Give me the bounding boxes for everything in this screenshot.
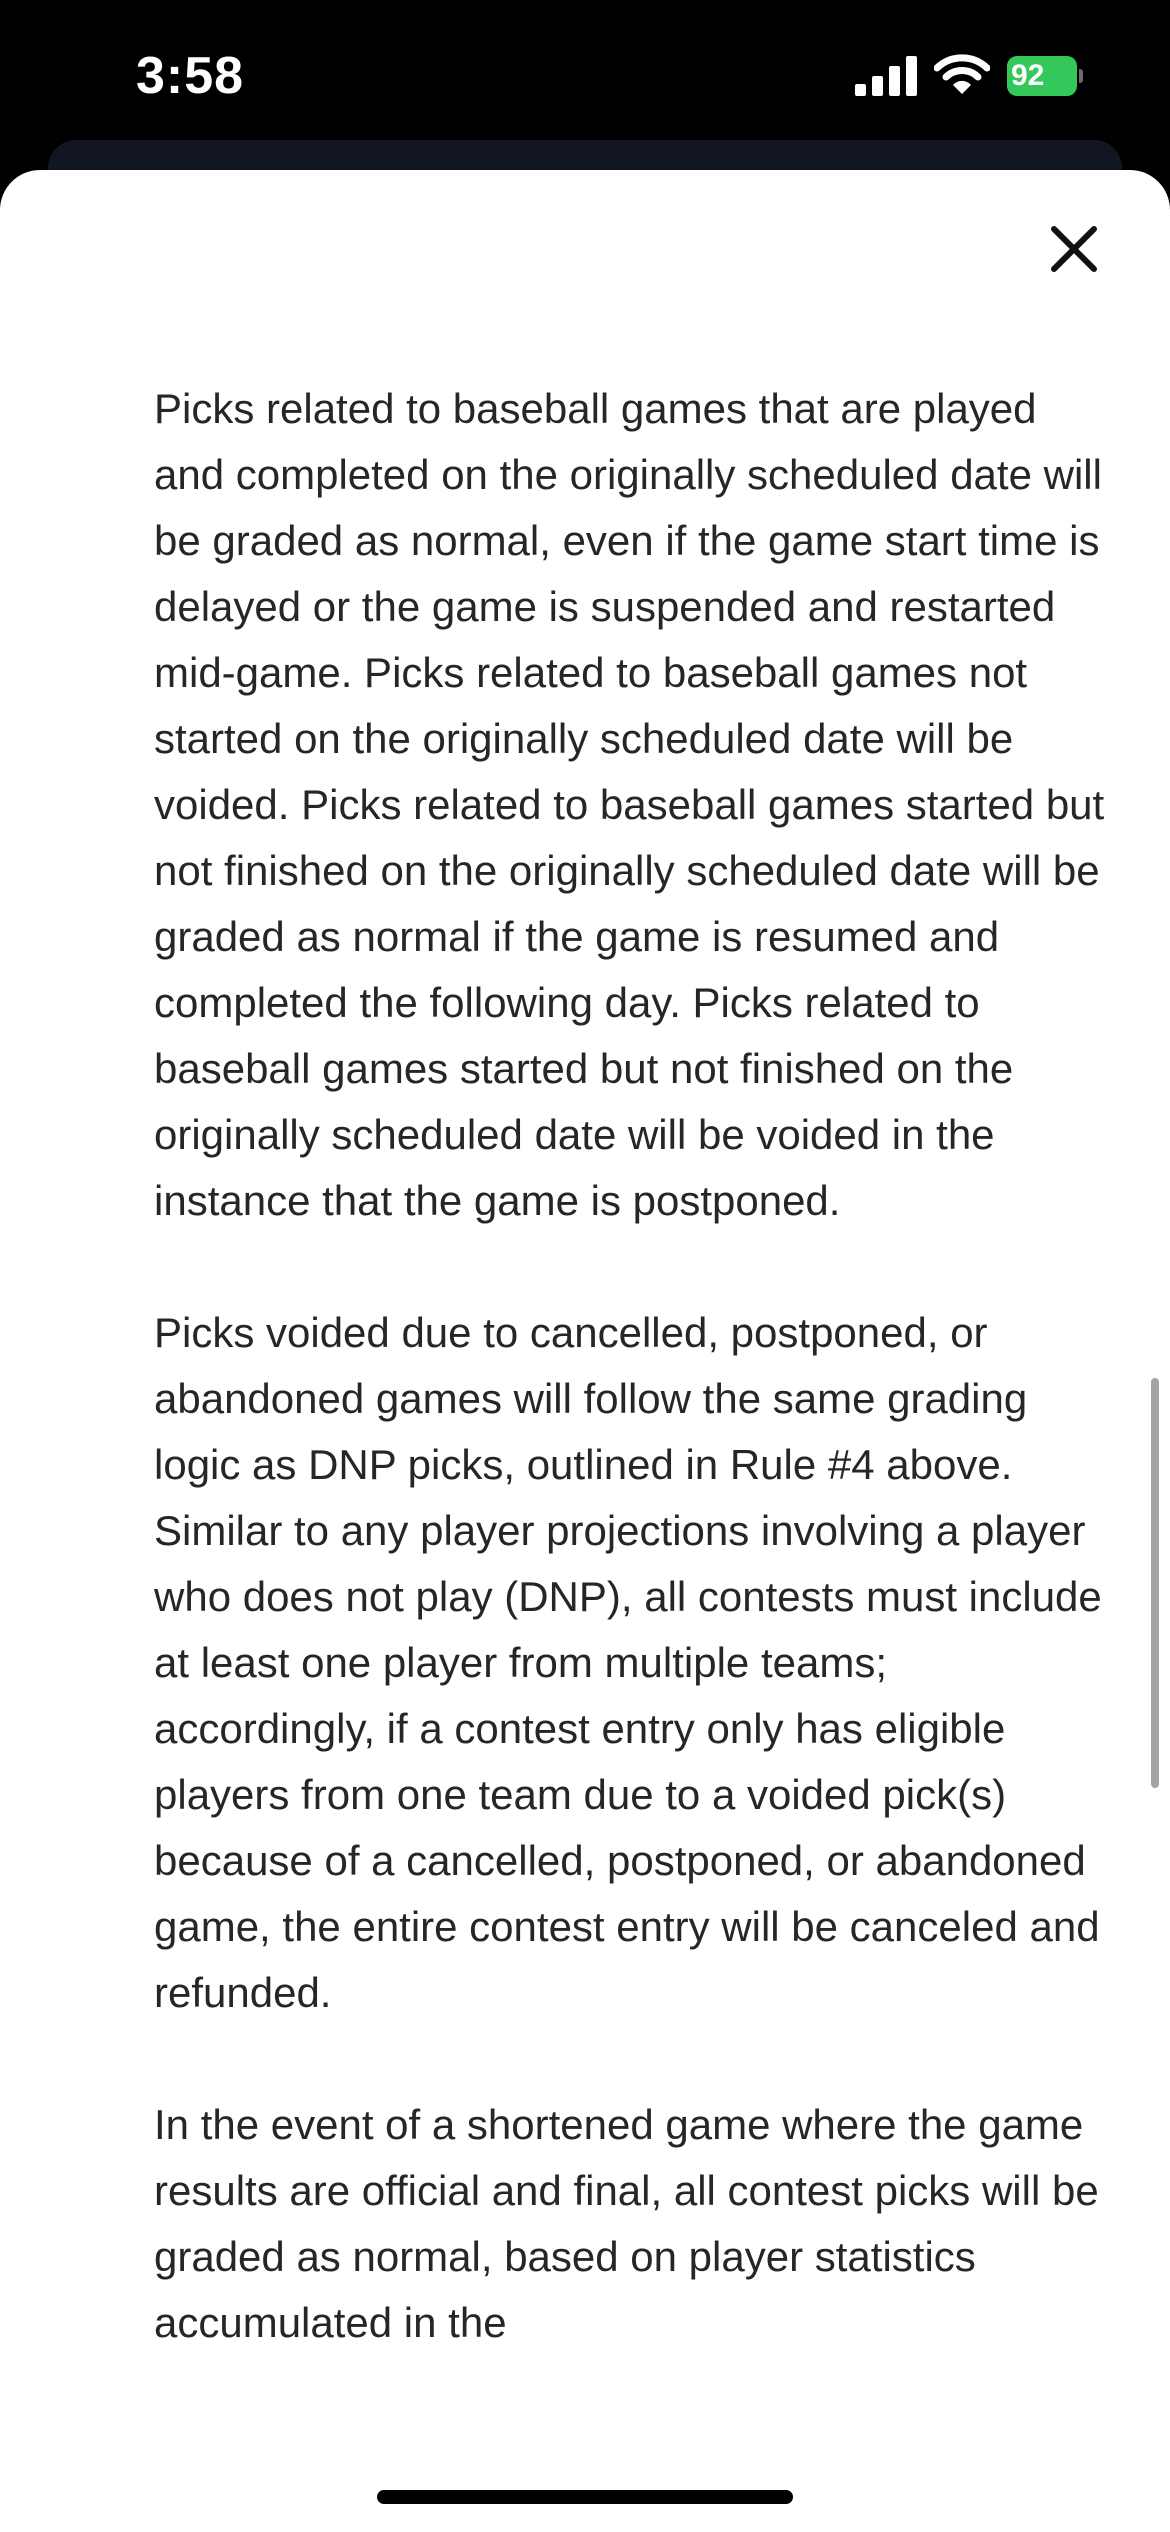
close-button[interactable] [1039,214,1109,284]
rules-paragraph: Picks voided due to cancelled, postponed, or abandoned games will follow the same grading logic as DNP picks, outlined in Rule #4 above. Similar to any player projections involving a player who does not play (DNP), all contests must include at least one player from multiple teams; accordingly, if a contest entry only has eligible players from one team due to a voided pick(s) because of a cancelled, postponed, or abandoned game, the entire contest entry will be canceled and refunded. [154,1309,1102,2016]
home-indicator[interactable] [377,2490,793,2504]
battery-cap [1079,69,1083,83]
battery-level: 92 [1007,56,1077,96]
status-bar [0,0,1170,150]
close-icon[interactable] [1039,214,1109,284]
signal-icon [855,56,917,96]
rules-paragraph: In the event of a shortened game where the game results are official and final, all contest picks will be graded as normal, based on player statistics accumulated in the [154,2101,1099,2346]
scrollbar[interactable] [1151,1378,1159,1788]
rules-text [154,376,1114,2422]
rules-paragraph: Picks related to baseball games that are played and completed on the originally scheduled date will be graded as normal, even if the game start time is delayed or the game is suspended and restarted mid-game. Picks related to baseball games not started on the originally scheduled date will be voided. Picks related to baseball games started but not finished on the originally scheduled date will be graded as normal if the game is resumed and completed the following day. Picks related to baseball games started but not finished on the originally scheduled date will be voided in the instance that the game is postponed. [154,385,1105,1224]
status-time: 3:58 [136,47,245,105]
wifi-icon [934,54,990,96]
battery-icon [1007,56,1083,96]
